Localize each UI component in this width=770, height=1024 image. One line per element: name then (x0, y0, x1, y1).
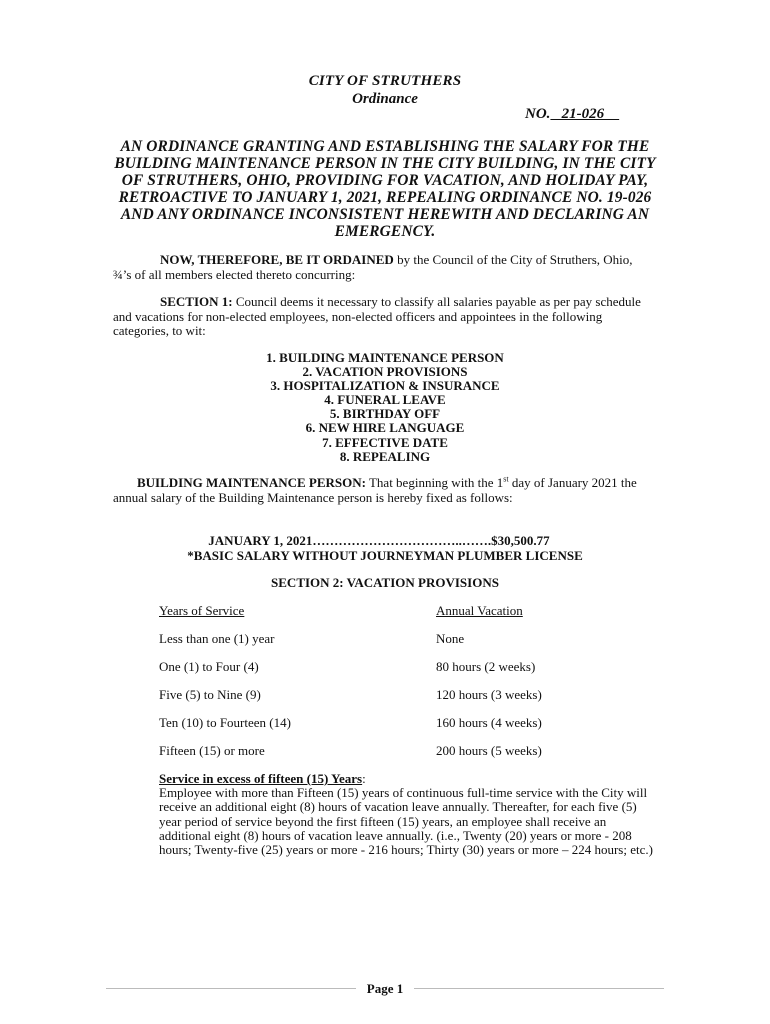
salary-block (0, 533, 770, 563)
category-item: 1. BUILDING MAINTENANCE PERSON (266, 350, 504, 365)
category-item: 2. VACATION PROVISIONS (302, 364, 468, 380)
vacation-table-header (159, 603, 579, 631)
vacation-cell: 80 hours (2 weeks) (436, 659, 536, 674)
category-item: 6. NEW HIRE LANGUAGE (305, 420, 465, 436)
years-cell: Fifteen (15) or more (159, 743, 265, 758)
section2-heading: SECTION 2: VACATION PROVISIONS (271, 575, 499, 590)
document-type: Ordinance (352, 91, 418, 107)
years-cell: One (1) to Four (4) (159, 659, 259, 674)
salary-note: *BASIC SALARY WITHOUT JOURNEYMAN PLUMBER LICENSE (187, 548, 583, 563)
excess-text: Employee with more than Fifteen (15) years of continuous full-time service with the City will receive an additional eight (8) hours of vacation leave annually. Thereafter, for each five (5) year period of service beyond the first fifteen (15) years, an employee shall receive an additional eight (8) hours of vacation leave annually. (i.e., Twenty (20) years or more - 208 hours; Twenty-five (25) years or more - 216 hours; Thirty (30) years or more – 224 hours; etc.) (159, 785, 653, 858)
maintenance-text-b: day of January 2021 the annual salary of the Building Maintenance person is hereby fixed as follows: (113, 475, 637, 505)
section1-lead: SECTION 1: (160, 294, 233, 309)
table-row (159, 715, 579, 743)
footer-divider-right (414, 988, 664, 989)
years-cell: Ten (10) to Fourteen (14) (159, 715, 291, 730)
vacation-cell: None (436, 631, 465, 646)
ordinal-suffix: st (503, 474, 509, 484)
maintenance-lead: BUILDING MAINTENANCE PERSON: (137, 475, 366, 490)
category-item: 8. REPEALING (339, 448, 431, 464)
table-row (159, 659, 579, 687)
ordained-lead: NOW, THEREFORE, BE IT ORDAINED (160, 252, 394, 267)
ordinance-title: AN ORDINANCE GRANTING AND ESTABLISHING THE SALARY FOR THE BUILDING MAINTENANCE PERSON IN THE CITY BUILDING, IN THE CITY OF STRUTHERS, OHIO, PROVIDING FOR VACATION, AND HOLIDAY PAY, RETROACTIVE TO JANUARY 1, 2021, REPEALING ORDINANCE NO. 19-026 AND ANY ORDINANCE INCONSISTENT HEREWITH AND DECLARING AN EMERGENCY. (114, 138, 656, 240)
vacation-cell: 120 hours (3 weeks) (436, 687, 542, 702)
salary-line: JANUARY 1, 2021……………………………..…….$30,500.77 (208, 533, 550, 548)
category-item: 5. BIRTHDAY OFF (329, 406, 441, 422)
ordinance-number-value: 21-026 (550, 106, 620, 122)
excess-service-paragraph (159, 772, 659, 857)
category-list (0, 351, 770, 464)
excess-colon: : (362, 771, 366, 786)
table-row (159, 687, 579, 715)
table-row (159, 743, 579, 771)
category-item: 7. EFFECTIVE DATE (322, 434, 448, 450)
vacation-table (159, 603, 579, 771)
ordinance-number-label: NO. (525, 106, 551, 122)
page-number: Page 1 (366, 981, 404, 996)
maintenance-paragraph (113, 476, 653, 505)
section1-paragraph (113, 295, 653, 339)
years-cell: Five (5) to Nine (9) (159, 687, 261, 702)
maintenance-text-a: That beginning with the 1 (365, 475, 504, 490)
years-cell: Less than one (1) year (159, 631, 275, 646)
city-heading: CITY OF STRUTHERS (308, 73, 462, 89)
category-item: 3. HOSPITALIZATION & INSURANCE (270, 378, 500, 394)
ordained-paragraph (113, 253, 653, 282)
vacation-cell: 200 hours (5 weeks) (436, 743, 542, 758)
excess-heading: Service in excess of fifteen (15) Years (159, 771, 363, 786)
section1-text: Council deems it necessary to classify all salaries payable as per pay schedule and vacations for non-elected employees, non-elected officers and appointees in the following categories, to wit: (113, 294, 641, 338)
category-item: 4. FUNERAL LEAVE (324, 392, 446, 408)
vacation-column-header: Annual Vacation (436, 603, 523, 618)
vacation-cell: 160 hours (4 weeks) (436, 715, 542, 730)
table-row (159, 631, 579, 659)
years-column-header: Years of Service (159, 603, 245, 618)
ordinance-number (525, 106, 619, 123)
ordained-text: by the Council of the City of Struthers, Ohio, ¾’s of all members elected thereto concurring: (113, 252, 633, 282)
